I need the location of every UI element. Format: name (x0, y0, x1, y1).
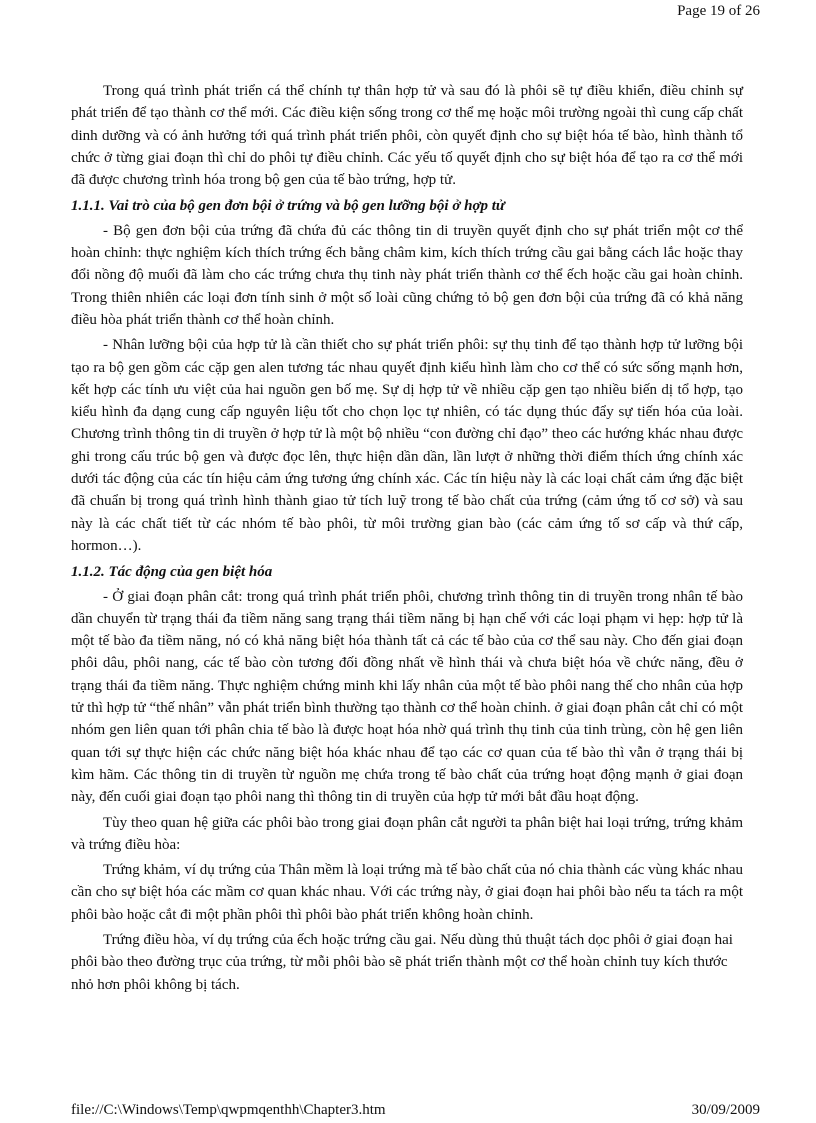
file-path: file://C:\Windows\Temp\qwpmqenthh\Chapter3.htm (71, 1102, 386, 1118)
paragraph-cleavage-stage: - Ở giai đoạn phân cắt: trong quá trình phát triển phôi, chương trình thông tin di truyền trong nhân tế bào dần chuyển từ trạng thái đa tiềm năng sang trạng thái tiềm năng bị hạn chế với các loại phạm vi hẹp: hợp tử là một tế bào đa tiềm năng, nó có khả năng biệt hóa thành tất cả các tế bào của cơ thể sau này. Cho đến giai đoạn phôi dâu, phôi nang, các tế bào còn tương đối đồng nhất về hình thái và chưa biệt hóa về chức năng, đều ở trạng thái đa tiềm năng. Thực nghiệm chứng minh khi lấy nhân của một tế bào phôi nang thế cho nhân của hợp tử thì hợp tử “thế nhân” vẫn phát triển bình thường tạo thành cơ thể hoàn chỉnh. ở giai đoạn phân cắt chỉ có một nhóm gen liên quan tới phân chia tế bào là được hoạt hóa nhờ quá trình thụ tinh của tinh trùng, còn hệ gen liên quan tới sự thực hiện các chức năng biệt hóa khác nhau để tạo các cơ quan của tế bào thì vẫn ở trạng thái bị kìm hãm. Các thông tin di truyền từ nguồn mẹ chứa trong tế bào chất của trứng hoạt động mạnh ở giai đoạn này, đến cuối giai đoạn tạo phôi nang thì thông tin di truyền của hợp tử mới bắt đầu hoạt động. (71, 588, 743, 806)
page-indicator: Page 19 of 26 (677, 3, 760, 19)
paragraph-haploid-genome: - Bộ gen đơn bội của trứng đã chứa đủ các thông tin di truyền quyết định cho sự phát triển một cơ thể hoàn chỉnh: thực nghiệm kích thích trứng ếch bằng châm kim, kích thích trứng cầu gai bằng cách lắc hoặc thay đổi nồng độ muối đã làm cho các trứng chưa thụ tinh này phát triển thành cơ thể ếch hoặc cầu gai hoàn chỉnh. Trong thiên nhiên các loại đơn tính sinh ở một số loài cũng chứng tỏ bộ gen đơn bội của trứng đã có khả năng điều hòa phát triển thành cơ thể hoàn chỉnh. (71, 222, 743, 328)
page-footer (71, 1102, 760, 1119)
paragraph-egg-types: Tùy theo quan hệ giữa các phôi bào trong giai đoạn phân cắt người ta phân biệt hai loại trứng, trứng khảm và trứng điều hòa: (71, 814, 743, 853)
paragraph-mosaic-egg: Trứng khảm, ví dụ trứng của Thân mềm là loại trứng mà tế bào chất của nó chia thành các vùng khác nhau cần cho sự biệt hóa các mầm cơ quan khác nhau. Với các trứng này, ở giai đoạn hai phôi bào nếu ta tách ra một phôi bào hoặc cắt đi một phần phôi thì phôi bào phát triển không hoàn chỉnh. (71, 862, 743, 923)
paragraph-intro: Trong quá trình phát triển cá thể chính tự thân hợp tử và sau đó là phôi sẽ tự điều khiển, điều chỉnh sự phát triển để tạo thành cơ thể mới. Các điều kiện sống trong cơ thể mẹ hoặc môi trường ngoài thì cung cấp chất dinh dưỡng và có ảnh hưởng tới quá trình phát triển phôi, còn quyết định cho sự biệt hóa tế bào, hình thành tổ chức ở từng giai đoạn thì chỉ do phôi tự điều chỉnh. Các yếu tố quyết định cho sự biệt hóa để tạo ra cơ thể mới đã được chương trình hóa trong bộ gen của tế bào trứng, hợp tử. (71, 83, 743, 189)
paragraph-regulative-egg: Trứng điều hòa, ví dụ trứng của ếch hoặc trứng cầu gai. Nếu dùng thủ thuật tách dọc phôi ở giai đoạn hai phôi bào theo đường trục của trứng, từ mỗi phôi bào sẽ phát triển thành một cơ thể hoàn chỉnh tuy kích thước nhỏ hơn phôi không bị tách. (71, 931, 733, 993)
section-heading-1-1-1: 1.1.1. Vai trò của bộ gen đơn bội ở trứng và bộ gen lưỡng bội ở hợp tử (71, 198, 505, 215)
section-heading-1-1-2: 1.1.2. Tác động của gen biệt hóa (71, 564, 273, 581)
document-body (71, 80, 743, 996)
print-date: 30/09/2009 (691, 1102, 760, 1118)
paragraph-diploid-nucleus: - Nhân lưỡng bội của hợp tử là cần thiết cho sự phát triển phôi: sự thụ tinh để tạo thành hợp tử lưỡng bội tạo ra bộ gen gồm các cặp gen alen tương tác nhau quyết định kiểu hình làm cho cơ thể có sức sống mạnh hơn, kết hợp các tính ưu việt của hai nguồn gen bố mẹ. Sự dị hợp tử về nhiều cặp gen tạo nhiều biến dị tổ hợp, tạo kiểu hình đa dạng cung cấp nguyên liệu tốt cho chọn lọc tự nhiên, có tác dụng thúc đẩy sự tiến hóa của loài. Chương trình thông tin di truyền ở hợp tử là một bộ nhiều “con đường chỉ đạo” theo các hướng khác nhau được ghi trong cấu trúc bộ gen và được đọc lên, thực hiện dần dần, lần lượt ở những thời điểm thích ứng chính xác dưới tác động của các tín hiệu cảm ứng tương ứng chính xác. Các tín hiệu này là các loại chất cảm ứng đặc biệt đã chuẩn bị trong quá trình hình thành giao tử tích luỹ trong tế bào chất của trứng (cảm ứng tố cơ sở) và sau này là các chất tiết từ các nhóm tế bào phôi, từ môi trường gian bào (các cảm ứng tố sơ cấp và thứ cấp, hormon…). (71, 337, 743, 554)
